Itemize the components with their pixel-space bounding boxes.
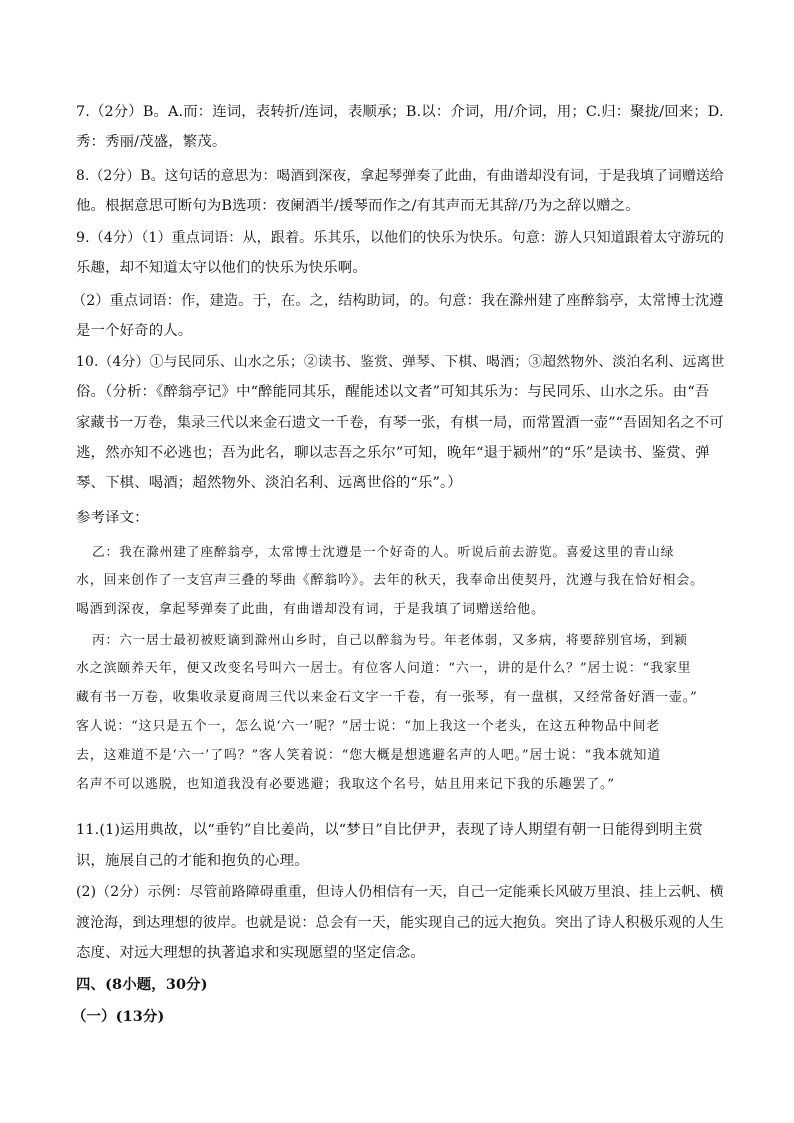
translation-p2-line-6: 名声不可以逃脱，也知道我没有必要逃避；我取这个名号，姑且用来记下我的乐趣罢了。” xyxy=(76,777,615,792)
q9-line-3: （2）重点词语：作，建造。于，在。之，结构助词，的。句意：我在滁州建了座醉翁亭，太常博士沈遵 xyxy=(72,293,724,309)
q10-line-5: 琴、下棋、喝酒；超然物外、淡泊名利、远离世俗的“乐”。） xyxy=(76,475,462,491)
q8-line-1: 8.（2分）B。这句话的意思为：喝酒到深夜，拿起琴弹奏了此曲，有曲谱却没有词，于是我填了词赠送给 xyxy=(76,168,724,184)
translation-p2-line-3: 藏有书一万卷，收集收录夏商周三代以来金石文字一千卷，有一张琴，有一盘棋，又经常备好酒一壶。” xyxy=(76,690,698,705)
q11-line-2: 识，施展自己的才能和抱负的心理。 xyxy=(76,853,309,869)
q9-line-1: 9.（4分）（1）重点词语：从，跟着。乐其乐，以他们的快乐为快乐。句意：游人只知道跟着太守游玩的 xyxy=(76,230,725,246)
translation-p2-line-1: 丙：六一居士最初被贬谪到滁州山乡时，自己以醉翁为号。年老体弱，又多病，将要辞别官场，到颍 xyxy=(92,632,688,647)
translation-p2-line-5: 去，这难道不是‘六一’了吗？”客人笑着说：“您大概是想逃避名声的人吧。”居士说：“我本就知道 xyxy=(76,748,662,763)
q10-line-2: 俗。（分析：《醉翁亭记》中“醉能同其乐，醒能述以文者”可知其乐为：与民同乐、山水之乐。由“吾 xyxy=(76,384,710,400)
section-4-heading: 四、(8小题，30分) xyxy=(76,976,208,993)
q11-line-3: (2)（2分）示例：尽管前路障碍重重，但诗人仍相信有一天，自己一定能乘长风破万里浪、挂上云帆、横 xyxy=(76,884,724,900)
translation-p2-line-4: 客人说：“这只是五个一，怎么说‘六一’呢？”居士说：“加上我这一个老头，在这五种物品中间老 xyxy=(76,719,661,734)
translation-p2-line-2: 水之滨颐养天年，便又改变名号叫六一居士。有位客人问道：“六一，讲的是什么？”居士说：“我家里 xyxy=(76,661,692,676)
q11-line-4: 渡沧海，到达理想的彼岸。也就是说：总会有一天，能实现自己的远大抱负。突出了诗人积极乐观的人生 xyxy=(76,915,725,931)
q11-line-5: 态度、对远大理想的执著追求和实现愿望的坚定信念。 xyxy=(76,945,425,961)
q10-line-1: 10.（4分）①与民同乐、山水之乐；②读书、鉴赏、弹琴、下棋、喝酒；③超然物外、淡泊名利、远离世 xyxy=(76,354,725,370)
q7-line-2: 秀：秀丽/茂盛，繁茂。 xyxy=(76,134,227,150)
translation-p1-line-2: 水，回来创作了一支宫声三叠的琴曲《醉翁吟》。去年的秋天，我奉命出使契丹，沈遵与我在恰好相会。 xyxy=(76,573,704,588)
q9-line-2: 乐趣，却不知道太守以他们的快乐为快乐啊。 xyxy=(76,260,367,276)
q11-line-1: 11.(1)运用典故，以“垂钓”自比姜尚，以“梦日”自比伊尹，表现了诗人期望有朝一日能得到明主赏 xyxy=(76,822,703,838)
translation-p1-line-3: 喝酒到深夜，拿起琴弹奏了此曲，有曲谱却没有词，于是我填了词赠送给他。 xyxy=(76,602,545,617)
q7-line-1: 7.（2分）B。A.而：连词，表转折/连词，表顺承；B.以：介词，用/介词，用；C.归：聚拢/回来；D. xyxy=(76,104,724,120)
q10-line-4: 逃，然亦知不必逃也；吾为此名，聊以志吾之乐尔”可知，晚年“退于颍州”的“乐”是读书、鉴赏、弹 xyxy=(76,445,710,461)
translation-p1-line-1: 乙：我在滁州建了座醉翁亭，太常博士沈遵是一个好奇的人。听说后前去游览。喜爱这里的青山绿 xyxy=(92,544,675,559)
q10-line-3: 家藏书一万卷，集录三代以来金石遗文一千卷，有琴一张，有棋一局，而常置酒一壶”“吾固知名之不可 xyxy=(76,415,724,431)
translation-heading: 参考译文： xyxy=(76,510,149,526)
q8-line-2: 他。根据意思可断句为B选项：夜阑酒半/援琴而作之/有其声而无其辞/乃为之辞以赠之。 xyxy=(76,198,640,214)
section-4-subheading: （一）(13分) xyxy=(72,1008,165,1025)
q9-line-4: 是一个好奇的人。 xyxy=(76,323,193,339)
